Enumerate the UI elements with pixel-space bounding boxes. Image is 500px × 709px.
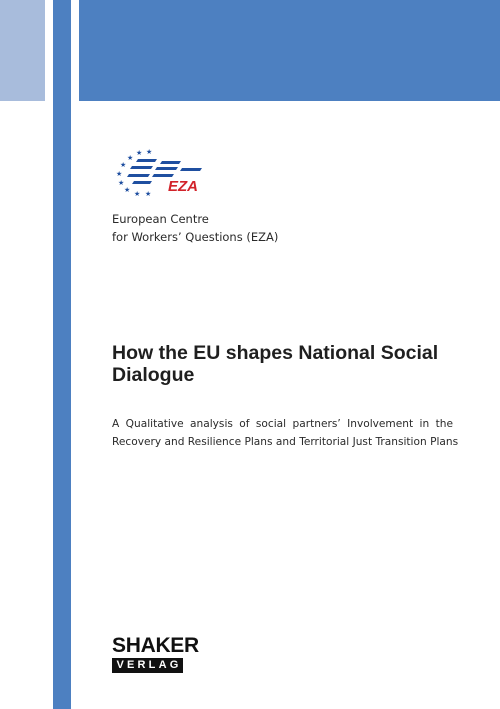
book-subtitle-line1: A Qualitative analysis of social partners’ Involvement in the xyxy=(112,418,453,430)
book-title-line2: Dialogue xyxy=(112,364,195,386)
organization-name xyxy=(112,210,412,246)
svg-text:★: ★ xyxy=(145,190,152,198)
publisher-sub: VERLAG xyxy=(112,658,183,673)
book-subtitle xyxy=(112,415,459,451)
svg-text:★: ★ xyxy=(136,149,143,157)
svg-text:★: ★ xyxy=(124,186,131,194)
organization-name-line2: for Workers’ Questions (EZA) xyxy=(112,230,279,244)
svg-text:★: ★ xyxy=(134,190,141,198)
book-subtitle-line2: Recovery and Resilience Plans and Territorial Just Transition Plans xyxy=(112,436,459,448)
decorative-block-top-left xyxy=(0,0,45,101)
eza-logo xyxy=(108,146,218,198)
organization-name-line1: European Centre xyxy=(112,212,209,226)
book-title xyxy=(112,342,462,386)
decorative-vertical-stripe xyxy=(53,0,71,709)
publisher-name: SHAKER xyxy=(112,634,199,657)
svg-text:★: ★ xyxy=(127,154,134,162)
decorative-block-top-right xyxy=(79,0,500,101)
svg-text:★: ★ xyxy=(146,148,153,156)
publisher-logo xyxy=(112,634,199,675)
svg-text:★: ★ xyxy=(120,161,127,169)
svg-text:★: ★ xyxy=(116,170,123,178)
svg-text:★: ★ xyxy=(118,179,125,187)
book-title-line1: How the EU shapes National Social xyxy=(112,342,439,364)
svg-text:EZA: EZA xyxy=(168,178,198,195)
eza-stars-stripes-logo-icon xyxy=(108,146,218,198)
